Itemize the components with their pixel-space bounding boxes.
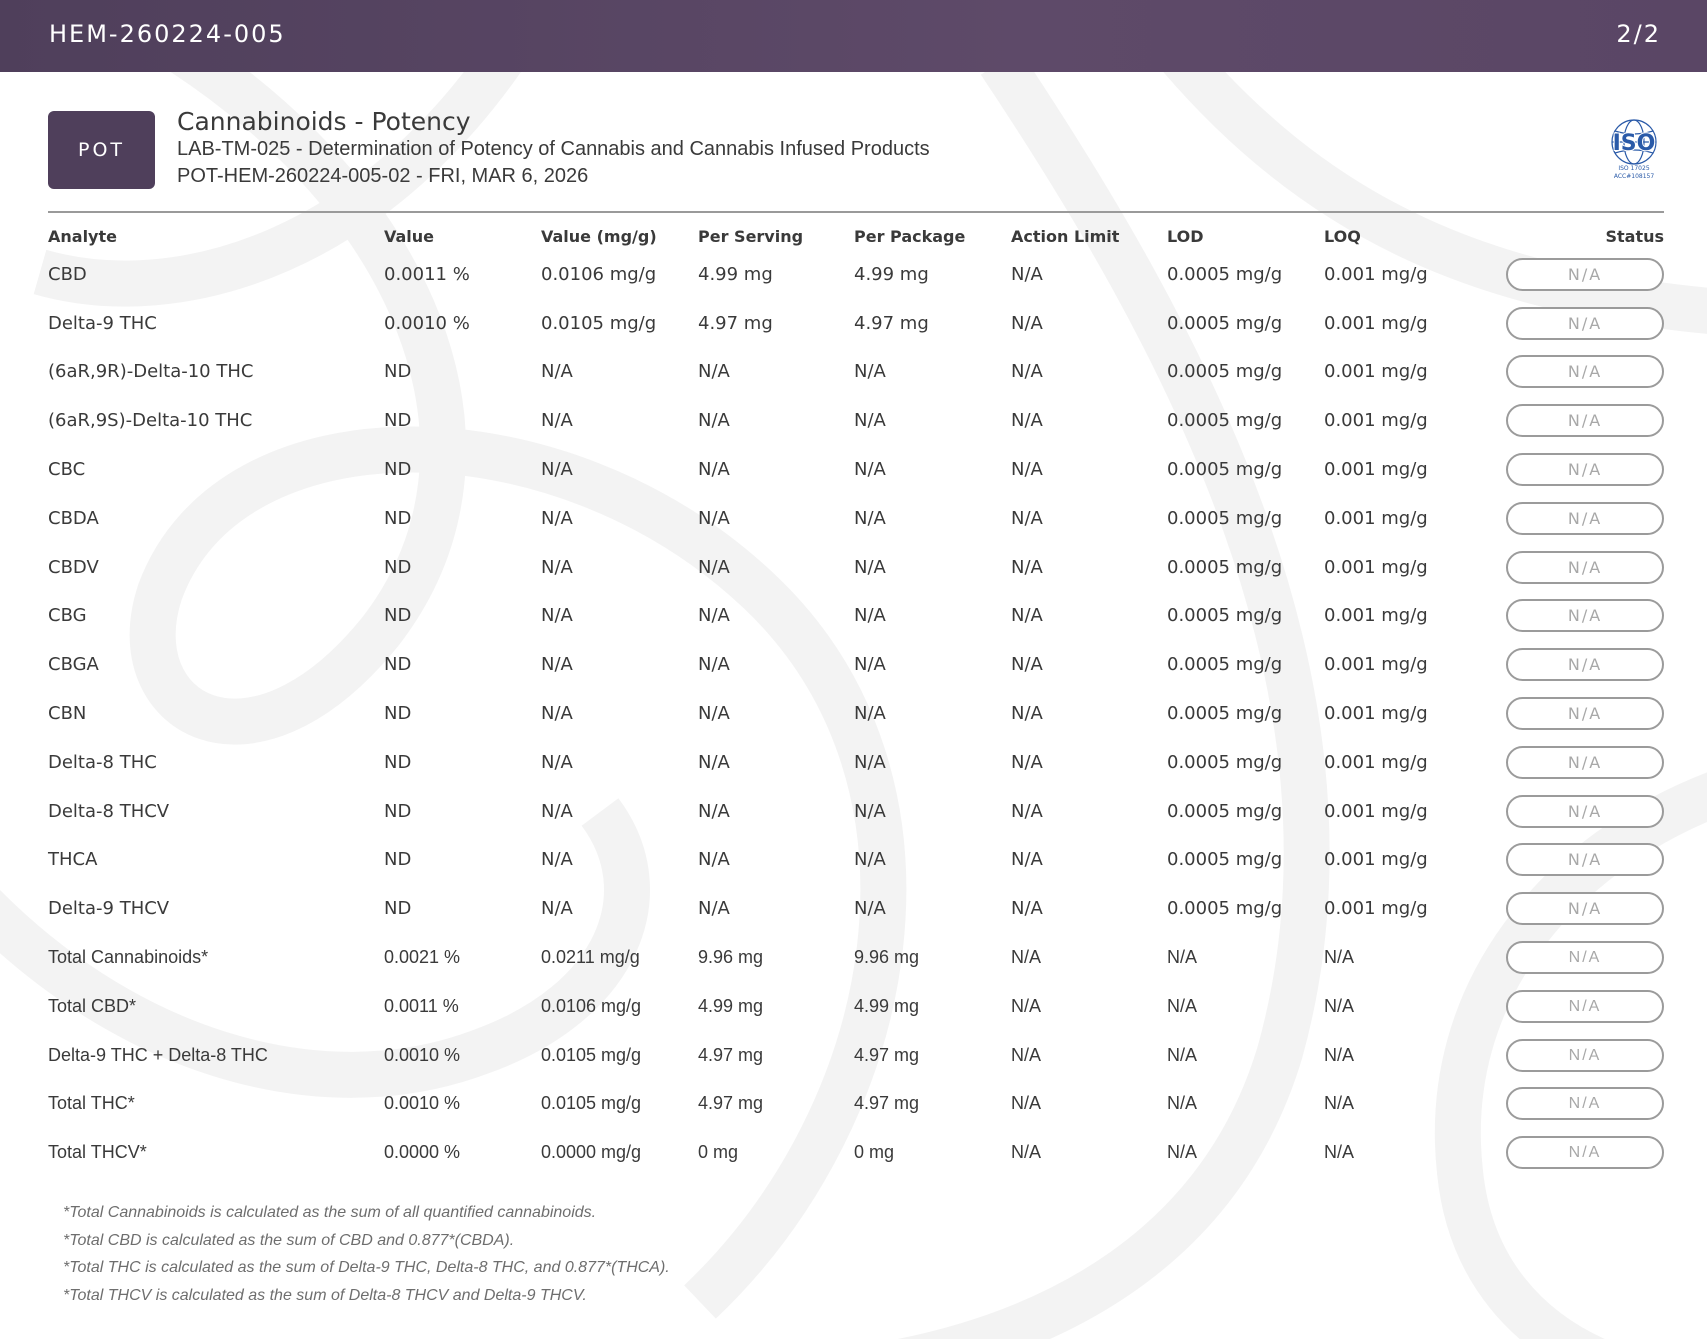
status-badge: N/A: [1506, 599, 1664, 632]
table-cell: 0.001 mg/g: [1324, 703, 1428, 725]
table-cell: N/A: [1011, 1142, 1042, 1163]
analyte-name: (6aR,9S)-Delta-10 THC: [48, 410, 253, 432]
table-cell: 4.97 mg: [854, 1093, 920, 1114]
status-cell: [1481, 689, 1664, 738]
table-cell: 0.001 mg/g: [1324, 361, 1428, 383]
iso-standard: ISO 17025: [1618, 165, 1650, 172]
table-cell: ND: [384, 800, 412, 822]
table-cell: 0 mg: [854, 1142, 895, 1163]
table-cell: N/A: [1167, 1093, 1198, 1114]
table-cell: N/A: [1011, 947, 1042, 968]
status-badge: N/A: [1506, 892, 1664, 925]
table-cell: N/A: [698, 849, 730, 871]
table-cell: N/A: [698, 410, 730, 432]
table-cell: N/A: [1167, 947, 1198, 968]
column-header: Per Package: [854, 226, 966, 246]
status-cell: [1481, 1080, 1664, 1129]
table-cell: N/A: [1011, 556, 1043, 578]
potency-results-table: [48, 222, 1664, 1177]
table-row: [48, 445, 1664, 494]
analyte-name: Delta-9 THCV: [48, 898, 170, 920]
table-cell: N/A: [698, 751, 730, 773]
table-cell: 4.99 mg: [698, 995, 764, 1016]
table-cell: 4.99 mg: [854, 263, 929, 285]
table-cell: N/A: [541, 605, 573, 627]
table-cell: N/A: [854, 654, 886, 676]
status-badge: N/A: [1506, 1039, 1664, 1072]
table-cell: N/A: [541, 898, 573, 920]
table-cell: 0.001 mg/g: [1324, 459, 1428, 481]
table-cell: N/A: [854, 751, 886, 773]
table-cell: N/A: [1011, 312, 1043, 334]
iso-accreditation: ACC#108157: [1613, 173, 1655, 180]
table-cell: ND: [384, 849, 412, 871]
analyte-name: Delta-8 THC: [48, 751, 157, 773]
table-cell: 0.001 mg/g: [1324, 654, 1428, 676]
status-cell: [1481, 250, 1664, 299]
column-header: LOQ: [1324, 226, 1361, 246]
table-cell: N/A: [854, 849, 886, 871]
table-cell: 0.0211 mg/g: [541, 947, 640, 968]
footnote: *Total THC is calculated as the sum of Delta-9 THC, Delta-8 THC, and 0.877*(THCA).: [63, 1259, 670, 1277]
status-cell: [1481, 348, 1664, 397]
table-cell: 0.0005 mg/g: [1167, 507, 1283, 529]
table-cell: ND: [384, 361, 412, 383]
analyte-name: Delta-9 THC: [48, 312, 157, 334]
analyte-name: CBC: [48, 459, 86, 481]
table-cell: N/A: [1011, 800, 1043, 822]
table-cell: 0.001 mg/g: [1324, 751, 1428, 773]
table-cell: ND: [384, 459, 412, 481]
table-body: [48, 250, 1664, 1177]
column-header: Per Serving: [698, 226, 804, 246]
table-row: [48, 250, 1664, 299]
table-cell: N/A: [698, 605, 730, 627]
table-row: [48, 299, 1664, 348]
table-cell: 0.0005 mg/g: [1167, 703, 1283, 725]
table-cell: N/A: [1011, 263, 1043, 285]
column-header: Action Limit: [1011, 226, 1120, 246]
section-batch: POT-HEM-260224-005-02 - FRI, MAR 6, 2026: [177, 165, 589, 187]
table-cell: ND: [384, 703, 412, 725]
status-badge: N/A: [1506, 648, 1664, 681]
table-cell: N/A: [698, 703, 730, 725]
table-cell: N/A: [854, 703, 886, 725]
table-cell: 0.001 mg/g: [1324, 849, 1428, 871]
status-cell: [1481, 445, 1664, 494]
analyte-name: Total THC*: [48, 1093, 135, 1114]
status-cell: [1481, 299, 1664, 348]
table-cell: ND: [384, 898, 412, 920]
column-header: Analyte: [48, 226, 117, 246]
column-header: Value: [384, 226, 435, 246]
status-badge: N/A: [1506, 453, 1664, 486]
analyte-name: Delta-9 THC + Delta-8 THC: [48, 1044, 268, 1065]
table-cell: 0.0005 mg/g: [1167, 800, 1283, 822]
table-cell: 0.0005 mg/g: [1167, 654, 1283, 676]
table-cell: N/A: [1324, 1142, 1355, 1163]
table-cell: N/A: [854, 605, 886, 627]
table-cell: 4.99 mg: [854, 995, 920, 1016]
table-cell: N/A: [854, 898, 886, 920]
table-cell: N/A: [541, 459, 573, 481]
table-row: [48, 689, 1664, 738]
table-row: [48, 543, 1664, 592]
table-cell: ND: [384, 556, 412, 578]
table-cell: 4.99 mg: [698, 263, 773, 285]
table-row: [48, 348, 1664, 397]
analyte-name: Delta-8 THCV: [48, 800, 170, 822]
status-cell: [1481, 640, 1664, 689]
table-cell: N/A: [854, 556, 886, 578]
table-cell: ND: [384, 507, 412, 529]
table-cell: N/A: [1011, 459, 1043, 481]
table-cell: 0.0011 %: [384, 263, 470, 285]
section-method: LAB-TM-025 - Determination of Potency of Cannabis and Cannabis Infused Products: [177, 138, 930, 160]
table-cell: N/A: [1011, 995, 1042, 1016]
table-cell: 4.97 mg: [854, 312, 929, 334]
table-cell: 0.0106 mg/g: [541, 995, 642, 1016]
table-cell: N/A: [854, 800, 886, 822]
table-cell: 0.0000 mg/g: [541, 1142, 642, 1163]
table-cell: 0.0011 %: [384, 995, 459, 1016]
analyte-name: THCA: [48, 849, 98, 871]
status-cell: [1481, 1128, 1664, 1177]
table-cell: 0.0010 %: [384, 312, 470, 334]
status-cell: [1481, 982, 1664, 1031]
table-cell: 0.0021 %: [384, 947, 461, 968]
table-cell: N/A: [698, 459, 730, 481]
status-cell: [1481, 933, 1664, 982]
table-cell: N/A: [1011, 361, 1043, 383]
table-row: [48, 884, 1664, 933]
table-cell: 0.0005 mg/g: [1167, 312, 1283, 334]
table-row: [48, 982, 1664, 1031]
table-cell: N/A: [541, 751, 573, 773]
table-cell: N/A: [698, 361, 730, 383]
table-cell: 0.0010 %: [384, 1093, 461, 1114]
table-cell: N/A: [1011, 410, 1043, 432]
analyte-name: CBG: [48, 605, 87, 627]
analyte-name: CBDV: [48, 556, 99, 578]
page-number: 2/2: [1616, 20, 1661, 48]
table-row: [48, 933, 1664, 982]
table-cell: N/A: [1167, 1044, 1198, 1065]
table-row: [48, 836, 1664, 885]
status-badge: N/A: [1506, 404, 1664, 437]
table-cell: N/A: [1011, 654, 1043, 676]
footnote: *Total CBD is calculated as the sum of CBD and 0.877*(CBDA).: [63, 1231, 515, 1249]
table-cell: N/A: [1011, 605, 1043, 627]
table-row: [48, 787, 1664, 836]
table-cell: N/A: [698, 800, 730, 822]
table-cell: 0.0005 mg/g: [1167, 263, 1283, 285]
table-cell: 0.0005 mg/g: [1167, 459, 1283, 481]
table-cell: 0.0106 mg/g: [541, 263, 657, 285]
footnote: *Total Cannabinoids is calculated as the sum of all quantified cannabinoids.: [63, 1204, 597, 1221]
iso-mark: ISO: [1612, 131, 1656, 156]
table-cell: ND: [384, 654, 412, 676]
table-cell: N/A: [1324, 995, 1355, 1016]
table-cell: 0.0105 mg/g: [541, 312, 657, 334]
table-row: [48, 738, 1664, 787]
table-cell: N/A: [1324, 947, 1355, 968]
table-cell: N/A: [541, 849, 573, 871]
table-cell: 0.0105 mg/g: [541, 1093, 642, 1114]
table-cell: 0.0105 mg/g: [541, 1044, 642, 1065]
table-cell: 4.97 mg: [698, 312, 773, 334]
table-cell: ND: [384, 410, 412, 432]
analyte-name: Total Cannabinoids*: [48, 947, 209, 968]
table-cell: N/A: [1011, 1093, 1042, 1114]
status-badge: N/A: [1506, 258, 1664, 291]
analyte-name: CBN: [48, 703, 87, 725]
status-cell: [1481, 543, 1664, 592]
status-badge: N/A: [1506, 1136, 1664, 1169]
table-header-row: [48, 222, 1664, 250]
status-cell: [1481, 494, 1664, 543]
table-cell: 4.97 mg: [854, 1044, 920, 1065]
table-row: [48, 1031, 1664, 1080]
table-row: [48, 396, 1664, 445]
table-cell: 0.0010 %: [384, 1044, 461, 1065]
table-cell: 0.001 mg/g: [1324, 263, 1428, 285]
table-row: [48, 640, 1664, 689]
table-cell: 0 mg: [698, 1142, 739, 1163]
table-cell: N/A: [698, 654, 730, 676]
table-cell: N/A: [854, 410, 886, 432]
table-cell: N/A: [1011, 703, 1043, 725]
section-title: Cannabinoids - Potency: [177, 107, 471, 136]
analyte-name: (6aR,9R)-Delta-10 THC: [48, 361, 254, 383]
status-badge: N/A: [1506, 990, 1664, 1023]
table-cell: N/A: [1324, 1093, 1355, 1114]
analyte-name: CBD: [48, 263, 87, 285]
table-cell: 0.001 mg/g: [1324, 507, 1428, 529]
status-badge: N/A: [1506, 307, 1664, 340]
table-cell: ND: [384, 605, 412, 627]
table-cell: 0.0005 mg/g: [1167, 361, 1283, 383]
table-cell: N/A: [1011, 898, 1043, 920]
status-badge: N/A: [1506, 746, 1664, 779]
status-badge: N/A: [1506, 1087, 1664, 1120]
table-cell: N/A: [541, 361, 573, 383]
section-header: [48, 107, 1664, 211]
table-cell: N/A: [541, 410, 573, 432]
table-cell: N/A: [1011, 507, 1043, 529]
table-cell: N/A: [698, 898, 730, 920]
table-cell: N/A: [854, 507, 886, 529]
status-badge: N/A: [1506, 941, 1664, 974]
column-header: LOD: [1167, 226, 1204, 246]
status-badge: N/A: [1506, 355, 1664, 388]
analyte-name: Total CBD*: [48, 995, 137, 1016]
status-cell: [1481, 1031, 1664, 1080]
table-cell: 9.96 mg: [854, 947, 920, 968]
status-cell: [1481, 836, 1664, 885]
table-cell: N/A: [541, 507, 573, 529]
table-cell: N/A: [541, 703, 573, 725]
table-cell: 4.97 mg: [698, 1093, 764, 1114]
table-row: [48, 592, 1664, 641]
table-cell: N/A: [1324, 1044, 1355, 1065]
section-badge: POT: [48, 111, 155, 189]
table-cell: N/A: [854, 459, 886, 481]
section-divider: [48, 211, 1664, 213]
table-cell: 0.0005 mg/g: [1167, 751, 1283, 773]
status-cell: [1481, 592, 1664, 641]
table-cell: 0.0000 %: [384, 1142, 461, 1163]
column-header: Status: [1605, 226, 1664, 246]
table-cell: N/A: [698, 556, 730, 578]
status-cell: [1481, 787, 1664, 836]
document-id: HEM-260224-005: [49, 20, 286, 48]
status-cell: [1481, 738, 1664, 787]
status-badge: N/A: [1506, 502, 1664, 535]
table-cell: N/A: [541, 654, 573, 676]
status-badge: N/A: [1506, 795, 1664, 828]
table-cell: 0.001 mg/g: [1324, 800, 1428, 822]
table-cell: 0.001 mg/g: [1324, 556, 1428, 578]
table-cell: 0.0005 mg/g: [1167, 898, 1283, 920]
table-cell: 0.001 mg/g: [1324, 605, 1428, 627]
table-cell: 0.001 mg/g: [1324, 312, 1428, 334]
footnotes: [63, 1199, 670, 1310]
table-cell: 0.001 mg/g: [1324, 898, 1428, 920]
analyte-name: CBGA: [48, 654, 99, 676]
table-cell: ND: [384, 751, 412, 773]
footnote: *Total THCV is calculated as the sum of Delta-8 THCV and Delta-9 THCV.: [63, 1287, 587, 1305]
table-cell: 0.0005 mg/g: [1167, 556, 1283, 578]
table-cell: N/A: [541, 800, 573, 822]
table-row: [48, 494, 1664, 543]
analyte-name: Total THCV*: [48, 1142, 147, 1163]
iso-accreditation-logo: [1604, 117, 1664, 181]
table-cell: N/A: [854, 361, 886, 383]
table-cell: 0.0005 mg/g: [1167, 605, 1283, 627]
table-cell: 4.97 mg: [698, 1044, 764, 1065]
table-row: [48, 1128, 1664, 1177]
table-cell: 0.0005 mg/g: [1167, 410, 1283, 432]
status-badge: N/A: [1506, 697, 1664, 730]
status-cell: [1481, 884, 1664, 933]
status-badge: N/A: [1506, 551, 1664, 584]
analyte-name: CBDA: [48, 507, 99, 529]
status-badge: N/A: [1506, 843, 1664, 876]
table-cell: 0.001 mg/g: [1324, 410, 1428, 432]
table-cell: 9.96 mg: [698, 947, 764, 968]
table-cell: N/A: [1011, 751, 1043, 773]
table-cell: N/A: [541, 556, 573, 578]
status-cell: [1481, 396, 1664, 445]
table-cell: N/A: [1167, 995, 1198, 1016]
header-bar: [0, 0, 1707, 72]
table-cell: N/A: [1167, 1142, 1198, 1163]
column-header: Value (mg/g): [541, 226, 657, 246]
table-cell: 0.0005 mg/g: [1167, 849, 1283, 871]
table-cell: N/A: [1011, 849, 1043, 871]
table-row: [48, 1080, 1664, 1129]
table-cell: N/A: [1011, 1044, 1042, 1065]
table-cell: N/A: [698, 507, 730, 529]
